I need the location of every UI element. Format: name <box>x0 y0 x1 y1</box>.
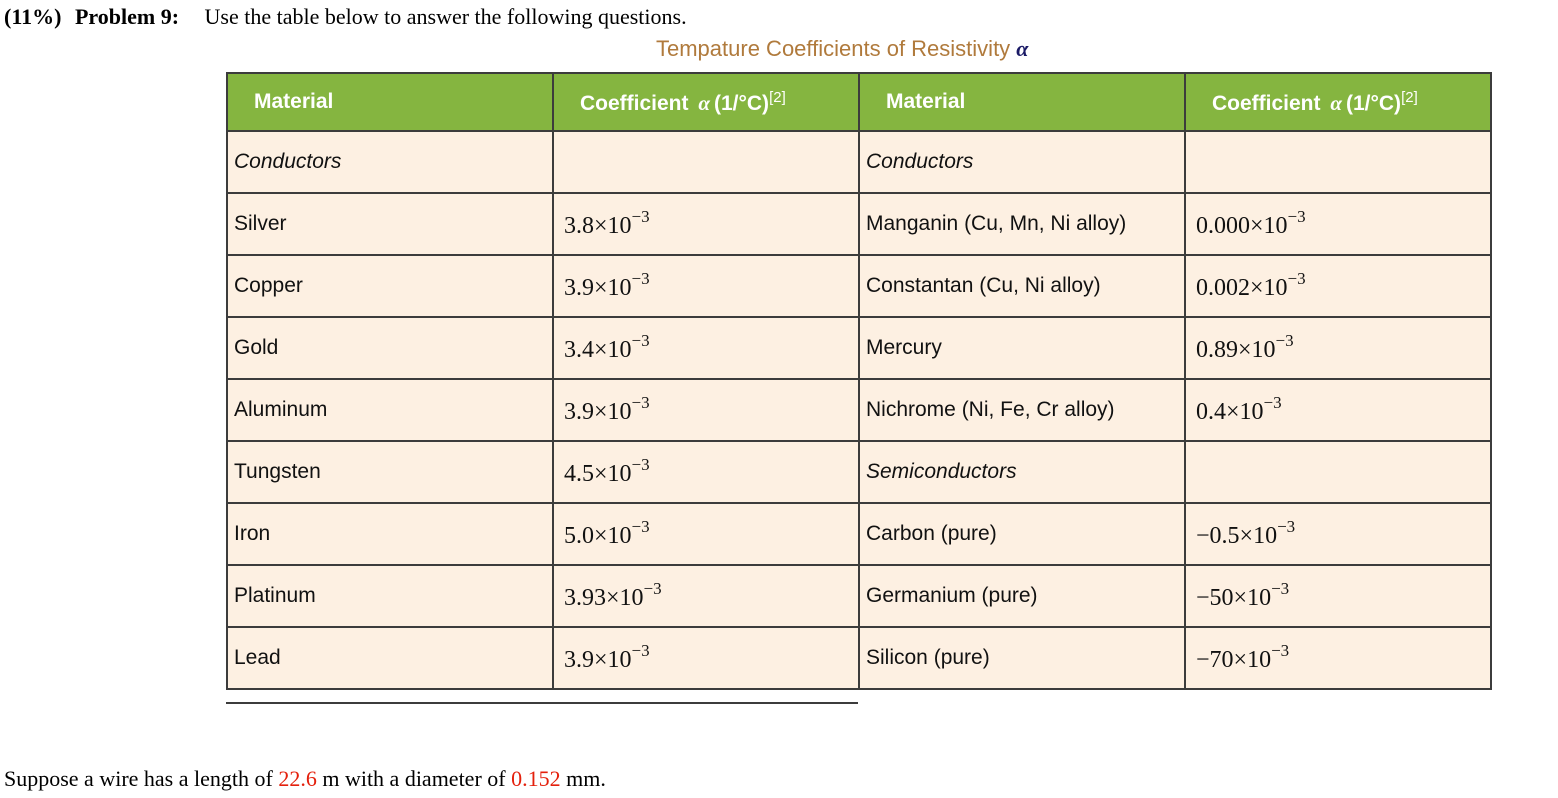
table-row <box>227 627 1491 689</box>
material-cell: Carbon (pure) <box>859 503 1185 565</box>
material-cell: Conductors <box>227 131 553 193</box>
table-row <box>227 379 1491 441</box>
material-cell: Copper <box>227 255 553 317</box>
coefficient-cell: $-70\times 10^{-3}$ <box>1185 627 1491 689</box>
material-cell: Constantan (Cu, Ni alloy) <box>859 255 1185 317</box>
coefficient-cell: $5.0\times 10^{-3}$ <box>553 503 859 565</box>
coefficient-cell: $3.9\times 10^{-3}$ <box>553 627 859 689</box>
coefficient-cell: $3.93\times 10^{-3}$ <box>553 565 859 627</box>
header-coefficient-left: Coefficient α (1/°C)[2] <box>553 73 859 131</box>
problem-instruction: Use the table below to answer the following questions. <box>204 4 687 29</box>
table-row <box>227 131 1491 193</box>
material-cell: Silver <box>227 193 553 255</box>
material-cell: Nichrome (Ni, Fe, Cr alloy) <box>859 379 1185 441</box>
coefficient-cell: $0.4\times 10^{-3}$ <box>1185 379 1491 441</box>
material-cell: Iron <box>227 503 553 565</box>
problem-number: Problem 9: <box>74 4 180 29</box>
table-row <box>227 441 1491 503</box>
table-row <box>227 193 1491 255</box>
coefficient-cell: $3.8\times 10^{-3}$ <box>553 193 859 255</box>
coefficient-cell: $0.000\times 10^{-3}$ <box>1185 193 1491 255</box>
header-material-left: Material <box>227 73 553 131</box>
material-cell: Platinum <box>227 565 553 627</box>
material-cell: Manganin (Cu, Mn, Ni alloy) <box>859 193 1185 255</box>
coefficient-cell: $-50\times 10^{-3}$ <box>1185 565 1491 627</box>
material-cell: Silicon (pure) <box>859 627 1185 689</box>
coefficient-cell: $3.4\times 10^{-3}$ <box>553 317 859 379</box>
material-cell: Mercury <box>859 317 1185 379</box>
wire-length-value: 22.6 <box>278 766 317 791</box>
coefficient-cell: $3.9\times 10^{-3}$ <box>553 379 859 441</box>
problem-header <box>4 4 687 30</box>
header-coefficient-right: Coefficient α (1/°C)[2] <box>1185 73 1491 131</box>
table-header-row <box>227 73 1491 131</box>
problem-percent: (11%) <box>4 4 62 29</box>
caption-text: Tempature Coefficients of Resistivity <box>656 36 1011 61</box>
material-cell: Semiconductors <box>859 441 1185 503</box>
coefficient-cell <box>1185 441 1491 503</box>
material-cell: Germanium (pure) <box>859 565 1185 627</box>
material-cell: Lead <box>227 627 553 689</box>
wire-diameter-value: 0.152 <box>511 766 561 791</box>
table-row <box>227 503 1491 565</box>
resistivity-table-wrapper <box>226 72 1492 690</box>
coefficient-cell: $4.5\times 10^{-3}$ <box>553 441 859 503</box>
table-row <box>227 255 1491 317</box>
resistivity-table <box>226 72 1492 690</box>
coefficient-cell: $3.9\times 10^{-3}$ <box>553 255 859 317</box>
coefficient-cell: $0.89\times 10^{-3}$ <box>1185 317 1491 379</box>
table-bottom-line <box>226 702 858 704</box>
question-text: Suppose a wire has a length of 22.6 m with a diameter of 0.152 mm. <box>4 766 606 791</box>
coefficient-cell: $0.002\times 10^{-3}$ <box>1185 255 1491 317</box>
material-cell: Tungsten <box>227 441 553 503</box>
table-caption <box>656 36 1028 62</box>
coefficient-cell: $-0.5\times 10^{-3}$ <box>1185 503 1491 565</box>
material-cell: Gold <box>227 317 553 379</box>
material-cell: Aluminum <box>227 379 553 441</box>
material-cell: Conductors <box>859 131 1185 193</box>
table-row <box>227 565 1491 627</box>
coefficient-cell <box>1185 131 1491 193</box>
caption-alpha-symbol: α <box>1016 36 1029 61</box>
coefficient-cell <box>553 131 859 193</box>
header-material-right: Material <box>859 73 1185 131</box>
table-row <box>227 317 1491 379</box>
